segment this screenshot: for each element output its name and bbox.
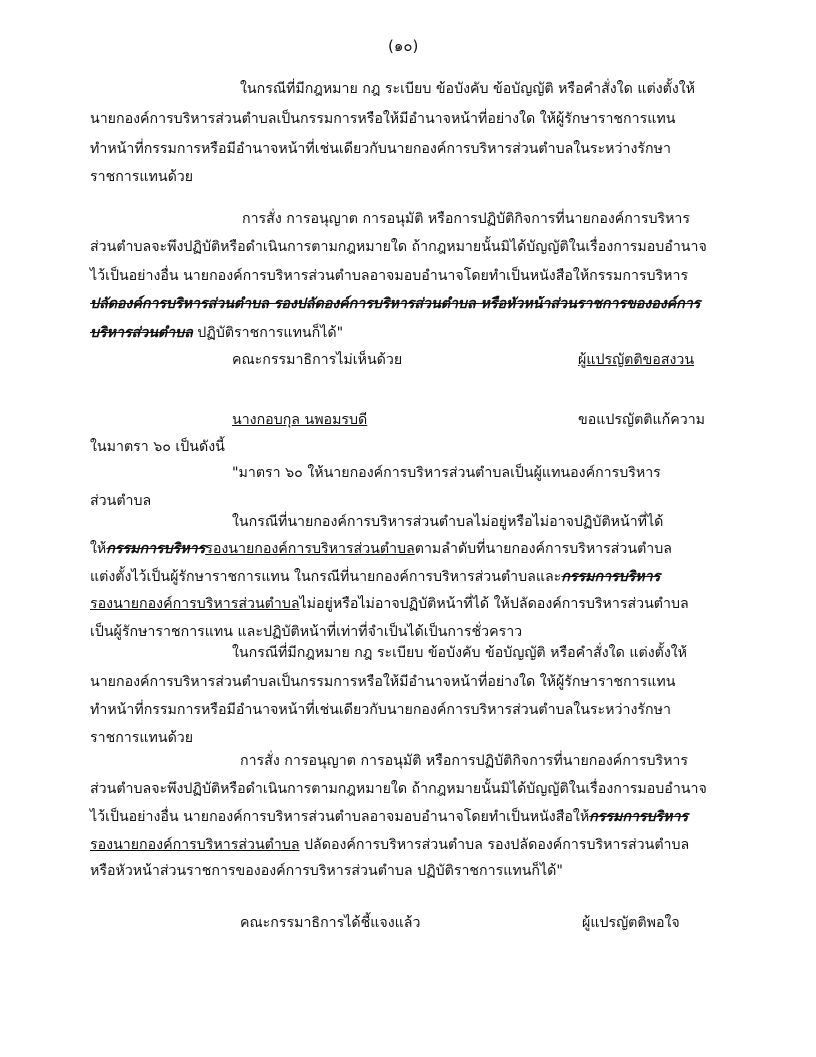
- struck-text: ปลัดองค์การบริหารส่วนตำบล รองปลัดองค์การบริหารส่วนตำบล หรือหัวหน้าส่วนราชการขององค์การ: [90, 296, 701, 312]
- inserted-text: รองนายกองค์การบริหารส่วนตำบล: [205, 541, 415, 557]
- text-line: หรือหัวหน้าส่วนราชการขององค์การบริหารส่วนตำบล ปฏิบัติราชการแทนก็ได้": [90, 863, 563, 879]
- text-line: ในกรณีที่มีกฎหมาย กฎ ระเบียบ ข้อบังคับ ข้อบัญญัติ หรือคำสั่งใด แต่งตั้งให้: [240, 81, 696, 97]
- text-line: เป็นผู้รักษาราชการแทน และปฏิบัติหน้าที่เท่าที่จำเป็นได้เป็นการชั่วคราว: [90, 624, 523, 640]
- text-line: ให้กรรมการบริหารรองนายกองค์การบริหารส่วนตำบลตามลำดับที่นายกองค์การบริหารส่วนตำบล: [90, 541, 672, 557]
- member-result: ผู้แปรญัตติพอใจ: [582, 915, 680, 931]
- inserted-text: รองนายกองค์การบริหารส่วนตำบล: [90, 837, 300, 853]
- text-line: [90, 294, 700, 314]
- text-line: ส่วนตำบลจะพึงปฏิบัติหรือดำเนินการตามกฎหมายใด ถ้ากฎหมายนั้นมิได้บัญญัติในเรื่องการมอบอำนาจ: [90, 781, 707, 797]
- struck-text: บริหารส่วนตำบล: [90, 325, 193, 341]
- text-line: ไว้เป็นอย่างอื่น นายกองค์การบริหารส่วนตำบลอาจมอบอำนาจโดยทำเป็นหนังสือให้กรรมการบริหาร: [90, 268, 689, 284]
- struck-text: กรรมการบริหาร: [589, 809, 689, 825]
- text-line: "มาตรา ๖๐ ให้นายกองค์การบริหารส่วนตำบลเป็นผู้แทนองค์การบริหาร: [232, 465, 661, 481]
- text-line: บริหารส่วนตำบล ปฏิบัติราชการแทนก็ได้": [90, 325, 344, 341]
- page-number: (๑๐): [388, 37, 419, 55]
- text-line: ในกรณีที่มีกฎหมาย กฎ ระเบียบ ข้อบังคับ ข้อบัญญัติ หรือคำสั่งใด แต่งตั้งให้: [232, 645, 688, 661]
- text-line: ทำหน้าที่กรรมการหรือมีอำนาจหน้าที่เช่นเดียวกับนายกองค์การบริหารส่วนตำบลในระหว่างรักษา: [90, 141, 671, 157]
- text-line: ไว้เป็นอย่างอื่น นายกองค์การบริหารส่วนตำบลอาจมอบอำนาจโดยทำเป็นหนังสือให้กรรมการบริหาร: [90, 809, 689, 825]
- struck-text: กรรมการบริหาร: [561, 569, 661, 585]
- inserted-text: รองนายกองค์การบริหารส่วนตำบล: [90, 596, 300, 612]
- text-line: รองนายกองค์การบริหารส่วนตำบล ปลัดองค์การบริหารส่วนตำบล รองปลัดองค์การบริหารส่วนตำบล: [90, 837, 690, 853]
- text-line: รองนายกองค์การบริหารส่วนตำบลไม่อยู่หรือไม่อาจปฏิบัติหน้าที่ได้ ให้ปลัดองค์การบริหารส่วนตำบล: [90, 596, 689, 612]
- text-line: นายกองค์การบริหารส่วนตำบลเป็นกรรมการหรือให้มีอำนาจหน้าที่อย่างใด ให้ผู้รักษาราชการแทน: [90, 111, 676, 127]
- member-name: นางกอบกุล นพอมรบดี: [232, 412, 368, 428]
- committee-result: คณะกรรมาธิการได้ชี้แจงแล้ว: [240, 915, 421, 931]
- text-line: การสั่ง การอนุญาต การอนุมัติ หรือการปฏิบัติกิจการที่นายกองค์การบริหาร: [242, 211, 691, 227]
- text-line: แต่งตั้งไว้เป็นผู้รักษาราชการแทน ในกรณีที่นายกองค์การบริหารส่วนตำบลและกรรมการบริหาร: [90, 569, 661, 585]
- amendment-action: ขอแปรญัตติแก้ความ: [578, 412, 706, 428]
- text-line: ราชการแทนด้วย: [90, 730, 194, 746]
- committee-result: คณะกรรมาธิการไม่เห็นด้วย: [232, 352, 403, 368]
- struck-text: กรรมการบริหาร: [106, 541, 206, 557]
- text-line: ทำหน้าที่กรรมการหรือมีอำนาจหน้าที่เช่นเดียวกับนายกองค์การบริหารส่วนตำบลในระหว่างรักษา: [90, 702, 671, 718]
- text-line: นายกองค์การบริหารส่วนตำบลเป็นกรรมการหรือให้มีอำนาจหน้าที่อย่างใด ให้ผู้รักษาราชการแทน: [90, 674, 676, 690]
- text-line: ราชการแทนด้วย: [90, 169, 194, 185]
- text-line: ส่วนตำบลจะพึงปฏิบัติหรือดำเนินการตามกฎหมายใด ถ้ากฎหมายนั้นมิได้บัญญัติในเรื่องการมอบอำนาจ: [90, 239, 707, 255]
- member-result: ผู้แปรญัตติขอสงวน: [578, 352, 695, 368]
- text-line: ส่วนตำบล: [90, 493, 152, 509]
- amendment-section: ในมาตรา ๖๐ เป็นดังนี้: [90, 439, 225, 455]
- text-line: ในกรณีที่นายกองค์การบริหารส่วนตำบลไม่อยู่หรือไม่อาจปฏิบัติหน้าที่ได้: [232, 514, 664, 530]
- text-line: การสั่ง การอนุญาต การอนุมัติ หรือการปฏิบัติกิจการที่นายกองค์การบริหาร: [240, 753, 689, 769]
